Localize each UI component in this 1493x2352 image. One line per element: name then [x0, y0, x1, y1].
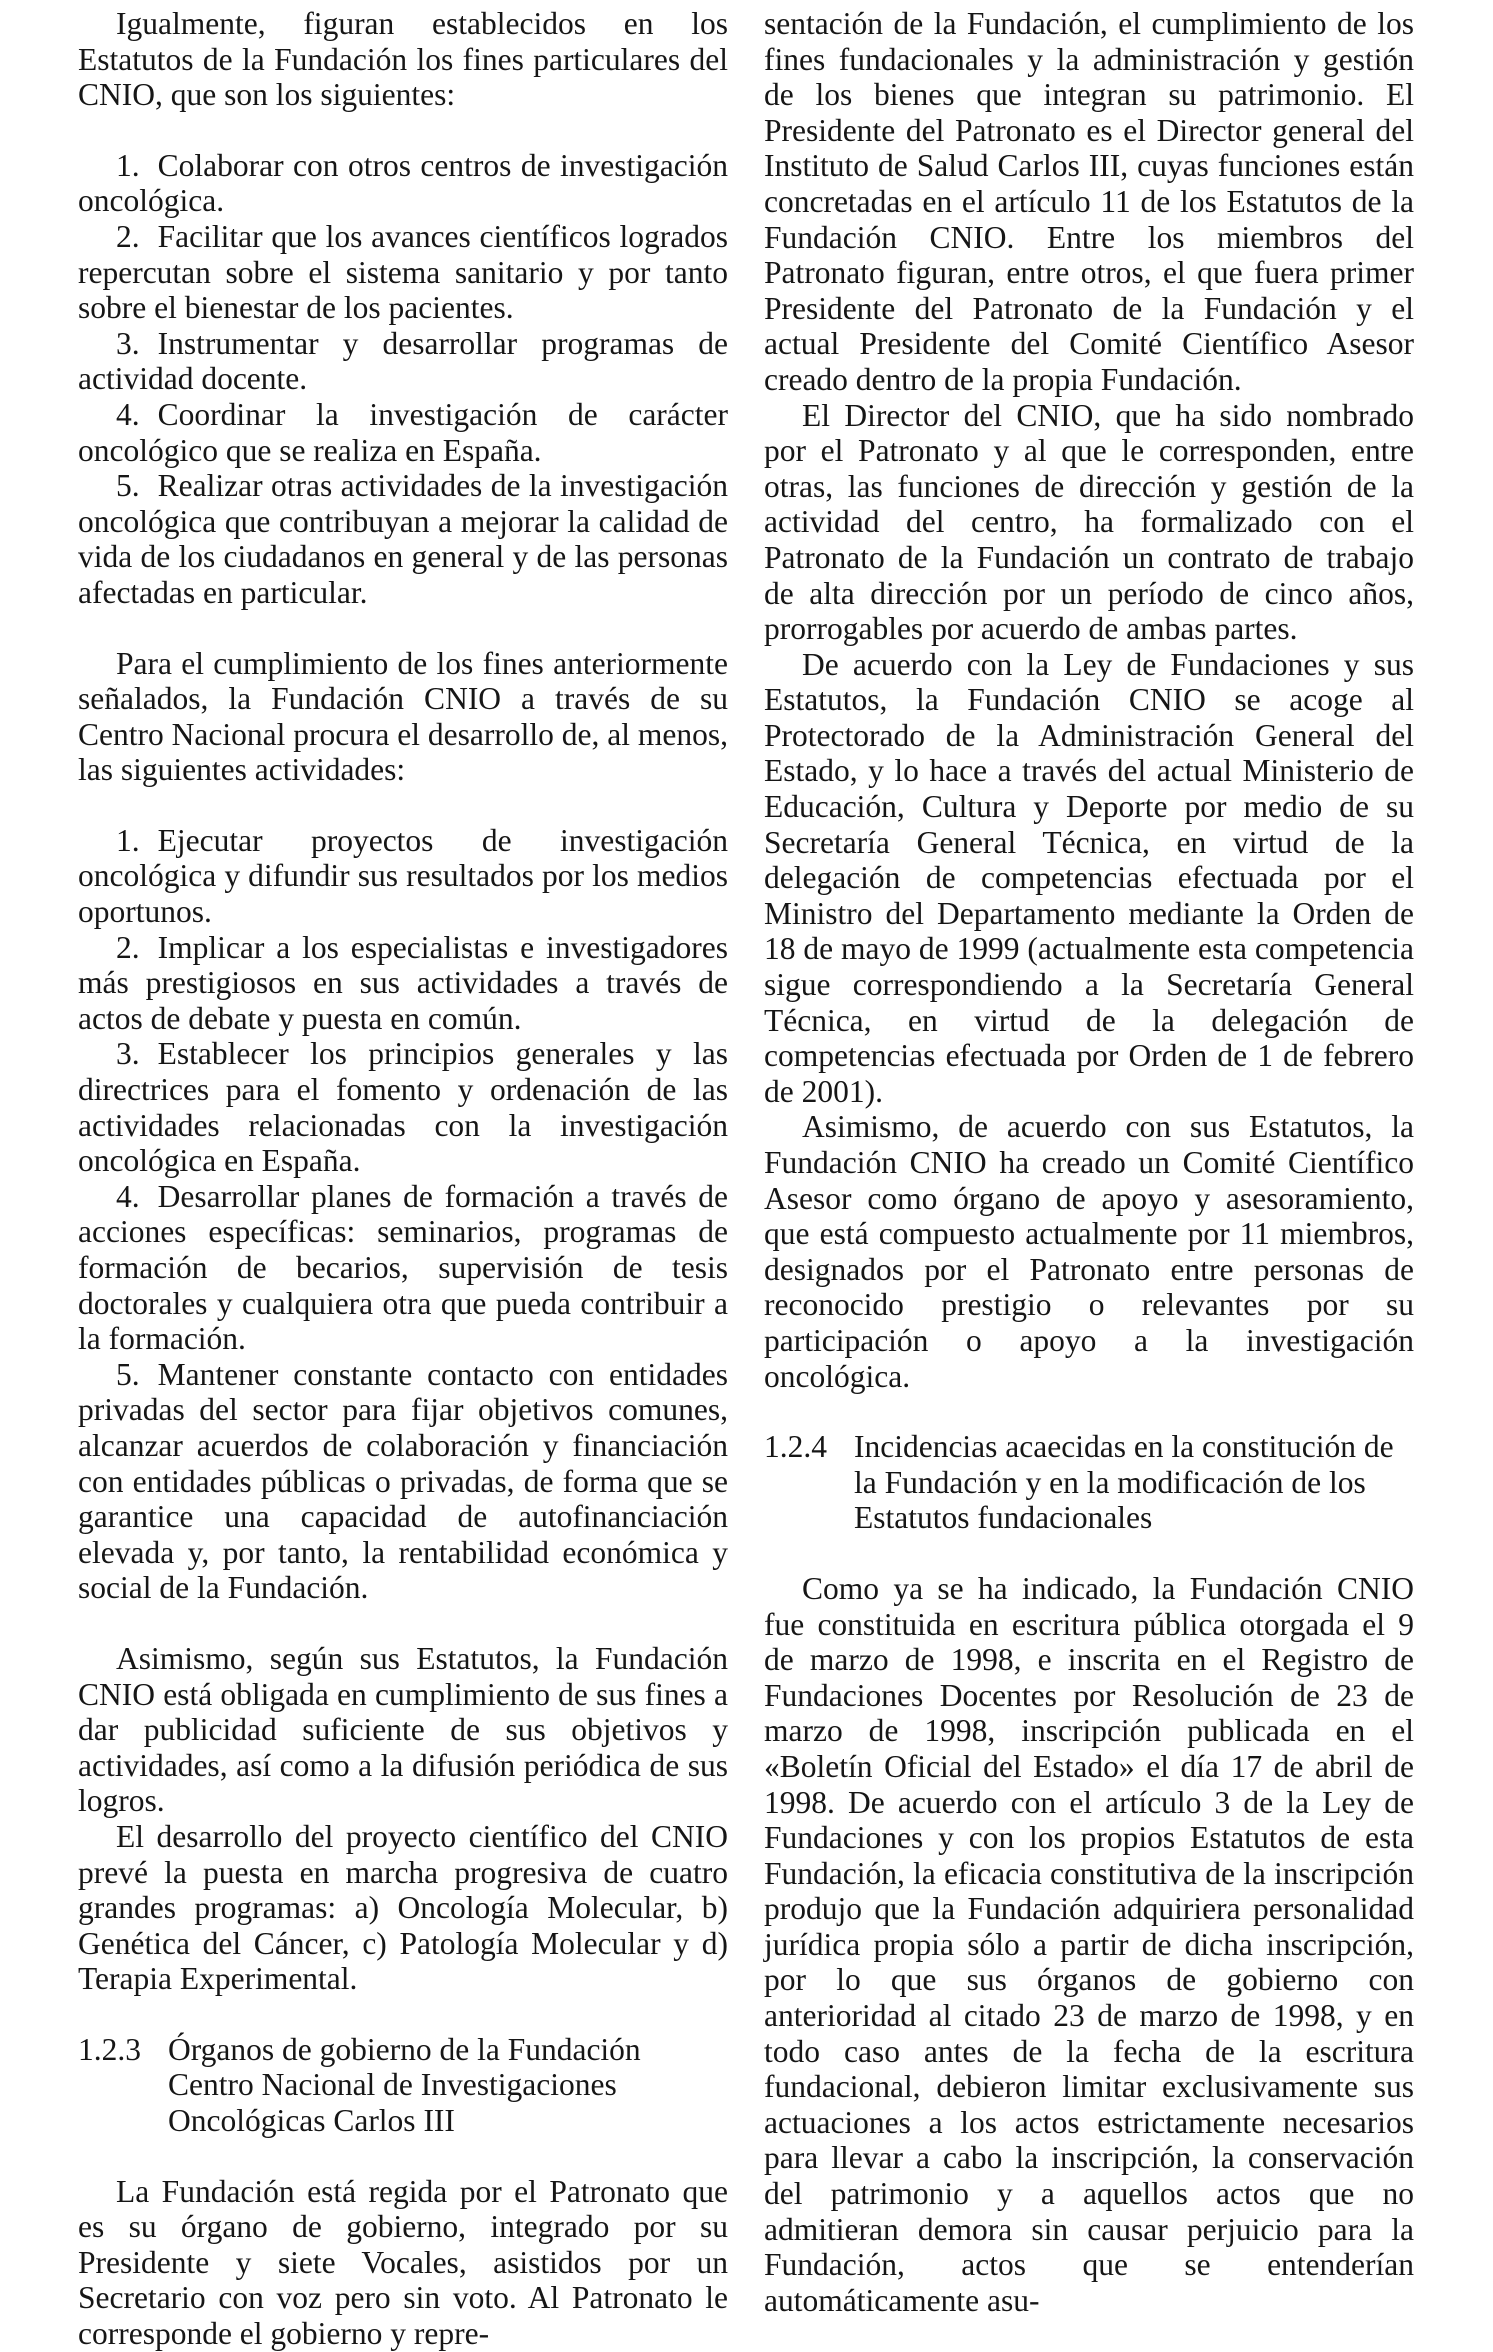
list-item: 1. Ejecutar proyectos de investigación oncológica y difundir sus resultados por los medios oportunos. [78, 822, 728, 930]
activities-intro-paragraph: Para el cumplimiento de los fines anteriormente señalados, la Fundación CNIO a través de su Centro Nacional procura el desarrollo de, al menos, las siguientes actividades: [78, 645, 728, 788]
left-column [78, 6, 728, 2352]
list-item: 1. Colaborar con otros centros de investigación oncológica. [78, 147, 728, 219]
constitution-paragraph: Como ya se ha indicado, la Fundación CNIO fue constituida en escritura pública otorgada el 9 de marzo de 1998, e inscrita en el Registro de Fundaciones Docentes por Resolución de 23 de marzo de 1998, inscripción publicada en el «Boletín Oficial del Estado» el día 17 de abril de 1998. De acuerdo con el artículo 3 de la Ley de Fundaciones y con los propios Estatutos de esta Fundación, la eficacia constitutiva de la inscripción produjo que la Fundación adquiriera personalidad jurídica propia sólo a partir de dicha inscripción, por lo que sus órganos de gobierno con anterioridad al citado 23 de marzo de 1998, y en todo caso antes de la fecha de la escritura fundacional, debieron limitar exclusivamente sus actuaciones a los actos estrictamente necesarios para llevar a cabo la inscripción, la conservación del patrimonio y a aquellos actos que no admitieran demora sin causar perjuicio para la Fundación, actos que se entenderían automáticamente asu- [764, 1570, 1414, 2318]
list-item: 5. Mantener constante contacto con entidades privadas del sector para fijar objetivos comunes, alcanzar acuerdos de colaboración y financiación con entidades públicas o privadas, de forma que se garantice una capacidad de autofinanciación elevada y, por tanto, la rentabilidad económica y social de la Fundación. [78, 1356, 728, 1606]
director-paragraph: El Director del CNIO, que ha sido nombrado por el Patronato y al que le corresponden, entre otras, las funciones de dirección y gestión de la actividad del centro, ha formalizado con el Patronato de la Fundación un contrato de trabajo de alta dirección por un período de cinco años, prorrogables por acuerdo de ambas partes. [764, 397, 1414, 647]
section-title: Incidencias acaecidas en la constitución de la Fundación y en la modificación de los Estatutos fundacionales [854, 1429, 1394, 1536]
section-title: Órganos de gobierno de la Fundación Centro Nacional de Investigaciones Oncológicas Carlos III [168, 2031, 641, 2139]
list-item: 4. Desarrollar planes de formación a través de acciones específicas: seminarios, programas de formación de becarios, supervisión de tesis doctorales y cualquiera otra que pueda contribuir a la formación. [78, 1178, 728, 1357]
patronato-paragraph-continued: sentación de la Fundación, el cumplimiento de los fines fundacionales y la administración y gestión de los bienes que integran su patrimonio. El Presidente del Patronato es el Director general del Instituto de Salud Carlos III, cuyas funciones están concretadas en el artículo 11 de los Estatutos de la Fundación CNIO. Entre los miembros del Patronato figuran, entre otros, el que fuera primer Presidente del Patronato de la Fundación y el actual Presidente del Comité Científico Asesor creado dentro de la propia Fundación. [764, 6, 1414, 397]
list-item: 5. Realizar otras actividades de la investigación oncológica que contribuyan a mejorar la calidad de vida de los ciudadanos en general y de las personas afectadas en particular. [78, 468, 728, 610]
list-item: 3. Instrumentar y desarrollar programas de actividad docente. [78, 325, 728, 397]
publicity-paragraph: Asimismo, según sus Estatutos, la Fundación CNIO está obligada en cumplimiento de sus fines a dar publicidad suficiente de sus objetivos y actividades, así como a la difusión periódica de sus logros. [78, 1640, 728, 1819]
right-column [764, 6, 1414, 2318]
list-item: 2. Facilitar que los avances científicos logrados repercutan sobre el sistema sanitario y por tanto sobre el bienestar de los pacientes. [78, 218, 728, 326]
section-number: 1.2.4 [764, 1429, 827, 1465]
comite-paragraph: Asimismo, de acuerdo con sus Estatutos, la Fundación CNIO ha creado un Comité Científico Asesor como órgano de apoyo y asesoramiento, que está compuesto actualmente por 11 miembros, designados por el Patronato entre personas de reconocido prestigio o relevantes por su participación o apoyo a la investigación oncológica. [764, 1109, 1414, 1394]
list-item: 3. Establecer los principios generales y las directrices para el fomento y ordenación de las actividades relacionadas con la investigación oncológica en España. [78, 1036, 728, 1179]
section-number: 1.2.3 [78, 2031, 141, 2067]
section-heading-1-2-3 [78, 2032, 728, 2139]
section-heading-1-2-4 [764, 1429, 1414, 1536]
list-item: 4. Coordinar la investigación de carácter oncológico que se realiza en España. [78, 396, 728, 468]
list-item: 2. Implicar a los especialistas e investigadores más prestigiosos en sus actividades a través de actos de debate y puesta en común. [78, 929, 728, 1036]
programs-paragraph: El desarrollo del proyecto científico del CNIO prevé la puesta en marcha progresiva de cuatro grandes programas: a) Oncología Molecular, b) Genética del Cáncer, c) Patología Molecular y d) Terapia Experimental. [78, 1818, 728, 1997]
protectorado-paragraph: De acuerdo con la Ley de Fundaciones y sus Estatutos, la Fundación CNIO se acoge al Protectorado de la Administración General del Estado, y lo hace a través del actual Ministerio de Educación, Cultura y Deporte por medio de su Secretaría General Técnica, en virtud de la delegación de competencias efectuada por el Ministro del Departamento mediante la Orden de 18 de mayo de 1999 (actualmente esta competencia sigue correspondiendo a la Secretaría General Técnica, en virtud de la delegación de competencias efectuada por Orden de 1 de febrero de 2001). [764, 646, 1414, 1109]
intro-paragraph: Igualmente, figuran establecidos en los Estatutos de la Fundación los fines particulares del CNIO, que son los siguientes: [78, 6, 728, 113]
patronato-paragraph: La Fundación está regida por el Patronato que es su órgano de gobierno, integrado por su Presidente y siete Vocales, asistidos por un Secretario con voz pero sin voto. Al Patronato le corresponde el gobierno y repre- [78, 2173, 728, 2352]
